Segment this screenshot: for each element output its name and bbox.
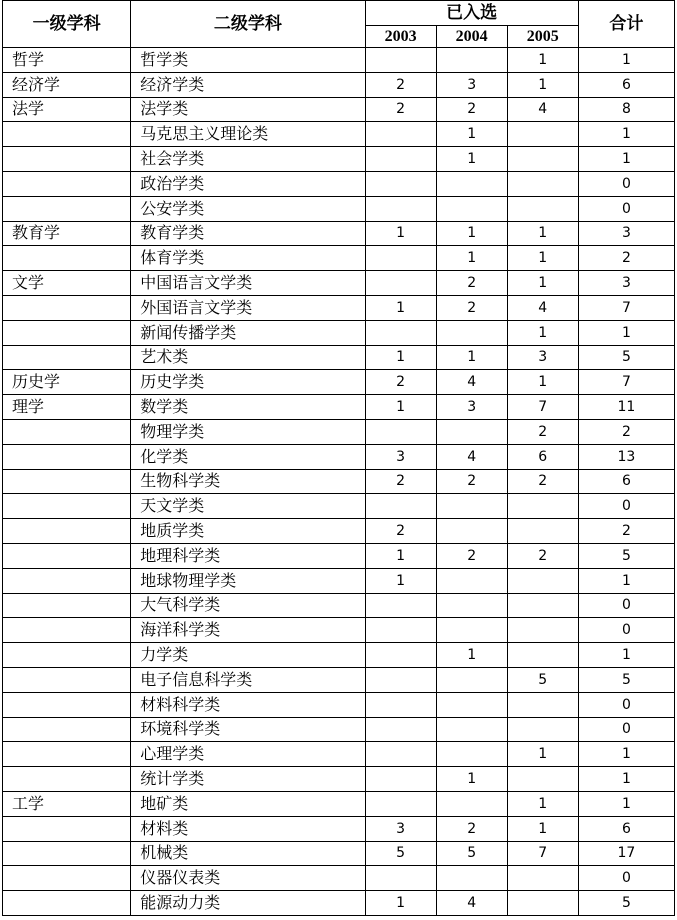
cell-2004: 1 <box>436 122 507 147</box>
cell-2005: 1 <box>507 221 578 246</box>
cell-2004: 1 <box>436 221 507 246</box>
cell-level1 <box>3 246 131 271</box>
cell-2004: 3 <box>436 72 507 97</box>
cell-level2: 物理学类 <box>131 419 365 444</box>
discipline-table <box>2 0 675 916</box>
cell-total: 3 <box>578 271 674 296</box>
cell-level2: 仪器仪表类 <box>131 866 365 891</box>
cell-total: 1 <box>578 48 674 73</box>
cell-2005: 4 <box>507 97 578 122</box>
cell-level2: 电子信息科学类 <box>131 667 365 692</box>
cell-level1 <box>3 568 131 593</box>
cell-2004: 2 <box>436 295 507 320</box>
cell-total: 5 <box>578 891 674 916</box>
cell-2005: 1 <box>507 791 578 816</box>
cell-2005: 5 <box>507 667 578 692</box>
cell-2003 <box>365 717 436 742</box>
cell-level2: 海洋科学类 <box>131 618 365 643</box>
cell-level2: 心理学类 <box>131 742 365 767</box>
cell-level2: 中国语言文学类 <box>131 271 365 296</box>
cell-2003 <box>365 667 436 692</box>
cell-2003: 2 <box>365 370 436 395</box>
cell-total: 5 <box>578 667 674 692</box>
cell-2003 <box>365 196 436 221</box>
header-total: 合计 <box>578 1 674 48</box>
cell-level1 <box>3 618 131 643</box>
cell-2004: 1 <box>436 345 507 370</box>
table-row <box>3 72 675 97</box>
cell-level1 <box>3 692 131 717</box>
cell-level1: 经济学 <box>3 72 131 97</box>
cell-2004 <box>436 791 507 816</box>
cell-2003 <box>365 494 436 519</box>
cell-level1 <box>3 147 131 172</box>
cell-level2: 力学类 <box>131 643 365 668</box>
cell-level1 <box>3 717 131 742</box>
cell-total: 0 <box>578 866 674 891</box>
cell-2003: 5 <box>365 841 436 866</box>
cell-level1: 哲学 <box>3 48 131 73</box>
cell-total: 7 <box>578 370 674 395</box>
cell-2003: 1 <box>365 345 436 370</box>
cell-2003 <box>365 48 436 73</box>
cell-2003: 2 <box>365 97 436 122</box>
table-row <box>3 767 675 792</box>
cell-level2: 数学类 <box>131 395 365 420</box>
cell-level1 <box>3 320 131 345</box>
table-row <box>3 469 675 494</box>
cell-2004 <box>436 48 507 73</box>
cell-2003: 1 <box>365 295 436 320</box>
cell-total: 6 <box>578 469 674 494</box>
table-row <box>3 345 675 370</box>
cell-level2: 地质学类 <box>131 519 365 544</box>
cell-2003: 1 <box>365 221 436 246</box>
cell-level1: 法学 <box>3 97 131 122</box>
header-selected: 已入选 <box>365 1 578 26</box>
table-row <box>3 122 675 147</box>
table-row <box>3 717 675 742</box>
cell-total: 1 <box>578 643 674 668</box>
cell-2005 <box>507 717 578 742</box>
cell-total: 2 <box>578 519 674 544</box>
cell-level1 <box>3 494 131 519</box>
cell-2003 <box>365 618 436 643</box>
table-row <box>3 370 675 395</box>
cell-2005: 2 <box>507 469 578 494</box>
cell-level1 <box>3 519 131 544</box>
cell-2005: 1 <box>507 246 578 271</box>
cell-level2: 教育学类 <box>131 221 365 246</box>
cell-total: 11 <box>578 395 674 420</box>
table-row <box>3 692 675 717</box>
cell-2004 <box>436 568 507 593</box>
cell-level2: 外国语言文学类 <box>131 295 365 320</box>
cell-2003: 1 <box>365 543 436 568</box>
table-row <box>3 147 675 172</box>
cell-level2: 马克思主义理论类 <box>131 122 365 147</box>
cell-total: 7 <box>578 295 674 320</box>
cell-2003 <box>365 171 436 196</box>
cell-2004: 5 <box>436 841 507 866</box>
cell-2004 <box>436 593 507 618</box>
cell-2005: 2 <box>507 543 578 568</box>
cell-2005 <box>507 519 578 544</box>
cell-2003 <box>365 320 436 345</box>
cell-2004: 2 <box>436 543 507 568</box>
cell-total: 0 <box>578 171 674 196</box>
cell-level2: 地矿类 <box>131 791 365 816</box>
cell-level1 <box>3 667 131 692</box>
cell-2003: 3 <box>365 816 436 841</box>
cell-2004: 2 <box>436 469 507 494</box>
cell-2004 <box>436 866 507 891</box>
cell-total: 0 <box>578 717 674 742</box>
table-row <box>3 419 675 444</box>
cell-total: 0 <box>578 692 674 717</box>
cell-2003 <box>365 593 436 618</box>
cell-2003: 1 <box>365 891 436 916</box>
cell-2004: 4 <box>436 891 507 916</box>
cell-2003 <box>365 791 436 816</box>
header-year-2003: 2003 <box>365 26 436 48</box>
cell-total: 8 <box>578 97 674 122</box>
cell-2005: 1 <box>507 816 578 841</box>
header-level1: 一级学科 <box>3 1 131 48</box>
cell-2005 <box>507 147 578 172</box>
cell-total: 1 <box>578 791 674 816</box>
cell-2004: 1 <box>436 643 507 668</box>
table-row <box>3 568 675 593</box>
cell-2004 <box>436 519 507 544</box>
cell-total: 1 <box>578 122 674 147</box>
cell-level2: 材料类 <box>131 816 365 841</box>
cell-level1 <box>3 345 131 370</box>
cell-2005 <box>507 122 578 147</box>
cell-level1 <box>3 841 131 866</box>
cell-total: 6 <box>578 72 674 97</box>
cell-level1 <box>3 122 131 147</box>
cell-2005 <box>507 494 578 519</box>
table-row <box>3 866 675 891</box>
cell-2005 <box>507 692 578 717</box>
cell-2004: 2 <box>436 97 507 122</box>
cell-level1 <box>3 543 131 568</box>
table-row <box>3 48 675 73</box>
cell-level2: 体育学类 <box>131 246 365 271</box>
cell-level2: 政治学类 <box>131 171 365 196</box>
table-row <box>3 221 675 246</box>
cell-2005: 4 <box>507 295 578 320</box>
cell-level2: 艺术类 <box>131 345 365 370</box>
cell-2004 <box>436 196 507 221</box>
cell-2003: 2 <box>365 469 436 494</box>
cell-level2: 法学类 <box>131 97 365 122</box>
cell-level1 <box>3 891 131 916</box>
cell-level1: 文学 <box>3 271 131 296</box>
cell-level1 <box>3 295 131 320</box>
cell-2003 <box>365 692 436 717</box>
cell-2003: 1 <box>365 568 436 593</box>
cell-2003 <box>365 122 436 147</box>
cell-2004 <box>436 717 507 742</box>
cell-level2: 统计学类 <box>131 767 365 792</box>
cell-2003: 2 <box>365 519 436 544</box>
cell-level2: 机械类 <box>131 841 365 866</box>
cell-2003 <box>365 866 436 891</box>
cell-level2: 地球物理学类 <box>131 568 365 593</box>
cell-2004 <box>436 692 507 717</box>
header-level2: 二级学科 <box>131 1 365 48</box>
header-year-2004: 2004 <box>436 26 507 48</box>
cell-2004: 1 <box>436 246 507 271</box>
cell-level2: 地理科学类 <box>131 543 365 568</box>
cell-level1: 历史学 <box>3 370 131 395</box>
table-row <box>3 494 675 519</box>
cell-level1 <box>3 469 131 494</box>
cell-2004 <box>436 171 507 196</box>
cell-2005 <box>507 196 578 221</box>
cell-total: 6 <box>578 816 674 841</box>
table-row <box>3 643 675 668</box>
cell-2005: 3 <box>507 345 578 370</box>
cell-total: 1 <box>578 320 674 345</box>
table-row <box>3 196 675 221</box>
table-row <box>3 543 675 568</box>
cell-2003 <box>365 767 436 792</box>
cell-2005 <box>507 866 578 891</box>
cell-total: 13 <box>578 444 674 469</box>
table-row <box>3 667 675 692</box>
cell-2005: 1 <box>507 370 578 395</box>
cell-2005 <box>507 891 578 916</box>
cell-2003: 3 <box>365 444 436 469</box>
cell-level2: 环境科学类 <box>131 717 365 742</box>
cell-level1 <box>3 419 131 444</box>
cell-level2: 经济学类 <box>131 72 365 97</box>
cell-total: 1 <box>578 568 674 593</box>
cell-level1 <box>3 866 131 891</box>
table-header <box>3 1 675 48</box>
cell-total: 0 <box>578 618 674 643</box>
cell-2005: 6 <box>507 444 578 469</box>
table-row <box>3 271 675 296</box>
table-row <box>3 791 675 816</box>
cell-total: 1 <box>578 767 674 792</box>
cell-2005 <box>507 767 578 792</box>
cell-total: 2 <box>578 419 674 444</box>
cell-level2: 大气科学类 <box>131 593 365 618</box>
cell-level2: 天文学类 <box>131 494 365 519</box>
cell-2005: 1 <box>507 320 578 345</box>
cell-2003 <box>365 643 436 668</box>
table-row <box>3 246 675 271</box>
cell-level1 <box>3 742 131 767</box>
header-year-2005: 2005 <box>507 26 578 48</box>
table-row <box>3 320 675 345</box>
cell-2005: 7 <box>507 395 578 420</box>
cell-2004: 4 <box>436 444 507 469</box>
cell-2005: 7 <box>507 841 578 866</box>
table-row <box>3 519 675 544</box>
cell-2004: 1 <box>436 767 507 792</box>
cell-level1 <box>3 196 131 221</box>
cell-2004: 3 <box>436 395 507 420</box>
table-body <box>3 48 675 916</box>
cell-level1 <box>3 171 131 196</box>
table-row <box>3 816 675 841</box>
cell-2003 <box>365 147 436 172</box>
cell-2004 <box>436 667 507 692</box>
cell-2003 <box>365 742 436 767</box>
cell-2004 <box>436 618 507 643</box>
cell-total: 17 <box>578 841 674 866</box>
cell-2004 <box>436 419 507 444</box>
cell-level2: 生物科学类 <box>131 469 365 494</box>
cell-2004: 4 <box>436 370 507 395</box>
table-row <box>3 742 675 767</box>
cell-level1: 工学 <box>3 791 131 816</box>
table-row <box>3 841 675 866</box>
cell-level1 <box>3 643 131 668</box>
cell-total: 0 <box>578 593 674 618</box>
cell-level2: 材料科学类 <box>131 692 365 717</box>
cell-2005: 1 <box>507 271 578 296</box>
cell-total: 2 <box>578 246 674 271</box>
cell-2005: 1 <box>507 742 578 767</box>
table-row <box>3 618 675 643</box>
cell-2004 <box>436 742 507 767</box>
cell-2004: 2 <box>436 271 507 296</box>
table-row <box>3 891 675 916</box>
cell-level2: 能源动力类 <box>131 891 365 916</box>
cell-2003 <box>365 271 436 296</box>
cell-2005: 1 <box>507 48 578 73</box>
cell-2003: 1 <box>365 395 436 420</box>
table-row <box>3 444 675 469</box>
cell-level2: 社会学类 <box>131 147 365 172</box>
cell-level2: 公安学类 <box>131 196 365 221</box>
cell-2005 <box>507 643 578 668</box>
cell-level2: 新闻传播学类 <box>131 320 365 345</box>
cell-2005 <box>507 568 578 593</box>
cell-total: 5 <box>578 345 674 370</box>
cell-level1 <box>3 767 131 792</box>
cell-total: 1 <box>578 742 674 767</box>
cell-2005 <box>507 171 578 196</box>
table-row <box>3 171 675 196</box>
cell-2005: 1 <box>507 72 578 97</box>
cell-2004 <box>436 320 507 345</box>
cell-total: 1 <box>578 147 674 172</box>
table-row <box>3 97 675 122</box>
table-row <box>3 295 675 320</box>
discipline-table-sheet <box>2 0 675 919</box>
cell-2003 <box>365 246 436 271</box>
table-row <box>3 395 675 420</box>
cell-level2: 化学类 <box>131 444 365 469</box>
cell-2005 <box>507 618 578 643</box>
cell-level1: 理学 <box>3 395 131 420</box>
cell-2004 <box>436 494 507 519</box>
table-row <box>3 593 675 618</box>
cell-level1: 教育学 <box>3 221 131 246</box>
cell-level1 <box>3 593 131 618</box>
cell-level2: 哲学类 <box>131 48 365 73</box>
cell-total: 0 <box>578 196 674 221</box>
cell-total: 3 <box>578 221 674 246</box>
cell-total: 5 <box>578 543 674 568</box>
cell-level1 <box>3 816 131 841</box>
cell-2005: 2 <box>507 419 578 444</box>
cell-2003: 2 <box>365 72 436 97</box>
cell-2005 <box>507 593 578 618</box>
cell-2003 <box>365 419 436 444</box>
cell-2004: 1 <box>436 147 507 172</box>
cell-2004: 2 <box>436 816 507 841</box>
cell-level1 <box>3 444 131 469</box>
cell-level2: 历史学类 <box>131 370 365 395</box>
cell-total: 0 <box>578 494 674 519</box>
